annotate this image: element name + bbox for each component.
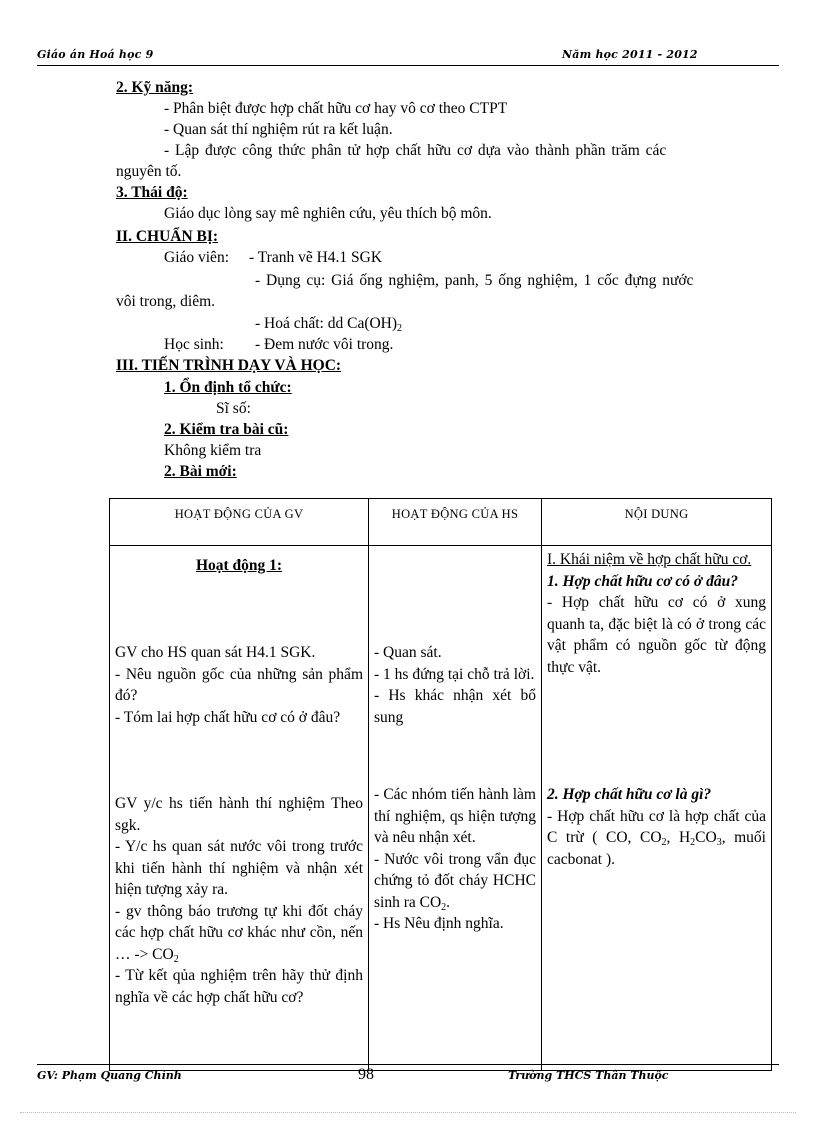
hs-label: Học sinh: xyxy=(164,336,224,353)
gv-label: Giáo viên: xyxy=(164,249,229,266)
baimoi-title: 2. Bài mới: xyxy=(164,463,237,480)
hs-para-1: - Quan sát. xyxy=(374,644,442,661)
gv-para-4: GV y/c hs tiến hành thí nghiệm Theo sgk. xyxy=(115,795,363,834)
hs-para-4: - Các nhóm tiến hành làm thí nghiệm, qs hiện tượng và nêu nhận xét. xyxy=(374,786,536,846)
nd-section-title: I. Khái niệm về hợp chất hữu cơ. xyxy=(547,551,752,568)
gv-item-1: - Tranh vẽ H4.1 SGK xyxy=(249,249,383,266)
gv-para-2: - Nêu nguồn gốc của những sản phẩm đó? xyxy=(115,665,363,704)
gv-para-5: - Y/c hs quan sát nước vôi trong trước khi tiến hành thí nghiệm và nhận xét hiện tượng xảy ra. xyxy=(115,838,363,898)
hs-item-1: - Đem nước vôi trong. xyxy=(255,336,394,353)
table-row xyxy=(110,546,772,1071)
hs-para-3: - Hs khác nhận xét bổ sung xyxy=(374,687,536,726)
header-nd: NỘI DUNG xyxy=(542,499,772,546)
kynang-item-2: - Quan sát thí nghiệm rút ra kết luận. xyxy=(164,121,393,138)
kynang-item-3a: - Lập được công thức phân tử hợp chất hữu cơ dựa vào thành phần trăm các xyxy=(164,142,667,159)
gv-item-2b: vôi trong, diêm. xyxy=(116,293,216,310)
page-bottom-divider xyxy=(20,1112,796,1113)
ondinh-title: 1. Ổn định tổ chức: xyxy=(164,379,292,396)
nd-para-2: - Hợp chất hữu cơ là hợp chất của C trừ ( CO, $CO_2$, $H_2CO_3$, muối cacbonat ). xyxy=(547,807,766,868)
ondinh-item-1: Sĩ số: xyxy=(216,400,251,417)
hs-para-5: - Nước vôi trong vẩn đục chứng tỏ đốt cháy HCHC sinh ra $CO_2$. xyxy=(374,850,536,913)
kiemtra-item-1: Không kiểm tra xyxy=(164,442,262,459)
kynang-item-3b: nguyên tố. xyxy=(116,163,182,180)
kiemtra-title: 2. Kiểm tra bài cũ: xyxy=(164,421,289,438)
chuanbi-title: II. CHUẨN BỊ: xyxy=(116,228,219,245)
gv-para-6: - gv thông báo trương tự khi đốt cháy các hợp chất hữu cơ khác như cồn, nến … -> $CO_2$ xyxy=(115,902,363,965)
header-right: Năm học 2011 - 2012 xyxy=(562,48,698,61)
footer-right: Trường THCS Thân Thuộc xyxy=(508,1069,669,1082)
header-left: Giáo án Hoá học 9 xyxy=(37,48,154,61)
hs-column xyxy=(369,546,542,1071)
hs-para-2: - 1 hs đứng tại chỗ trả lời. xyxy=(374,665,535,683)
tientrinh-title: III. TIẾN TRÌNH DẠY VÀ HỌC: xyxy=(116,357,342,374)
gv-activity-1-title: Hoạt động 1: xyxy=(195,557,283,574)
gv-item-3: - Hoá chất: dd $Ca(OH)_2$ xyxy=(255,315,403,334)
thaido-item-1: Giáo dục lòng say mê nghiên cứu, yêu thích bộ môn. xyxy=(164,205,492,222)
table-header-row xyxy=(110,499,772,546)
page-number: 98 xyxy=(358,1066,374,1083)
nd-subtitle-2: 2. Hợp chất hữu cơ là gì? xyxy=(547,786,712,803)
header-rule xyxy=(37,65,779,66)
footer-left: GV: Phạm Quang Chính xyxy=(37,1069,182,1082)
hs-para-6: - Hs Nêu định nghĩa. xyxy=(374,915,504,932)
gv-para-1: GV cho HS quan sát H4.1 SGK. xyxy=(115,644,316,661)
gv-para-7: - Từ kết qủa nghiệm trên hãy thử định nghĩa về các hợp chất hữu cơ? xyxy=(115,967,363,1006)
thaido-title: 3. Thái độ: xyxy=(116,184,188,201)
header-gv: HOẠT ĐỘNG CỦA GV xyxy=(110,499,369,546)
footer-rule xyxy=(37,1064,779,1065)
kynang-item-1: - Phân biệt được hợp chất hữu cơ hay vô cơ theo CTPT xyxy=(164,100,508,117)
gv-para-3: - Tóm lai hợp chất hữu cơ có ở đâu? xyxy=(115,708,341,726)
nd-column xyxy=(542,546,772,1071)
kynang-title: 2. Kỹ năng: xyxy=(116,79,194,96)
lesson-table xyxy=(109,498,772,1071)
gv-column xyxy=(110,546,369,1071)
nd-subtitle-1: 1. Hợp chất hữu cơ có ở đâu? xyxy=(547,572,738,590)
gv-item-2a: - Dụng cụ: Giá ống nghiệm, panh, 5 ống nghiệm, 1 cốc đựng nước xyxy=(255,272,694,289)
header-hs: HOẠT ĐỘNG CỦA HS xyxy=(369,499,542,546)
nd-para-1: - Hợp chất hữu cơ có ở xung quanh ta, đặc biệt là có ở trong các vật phẩm có nguồn gốc từ động thực vật. xyxy=(547,594,766,676)
